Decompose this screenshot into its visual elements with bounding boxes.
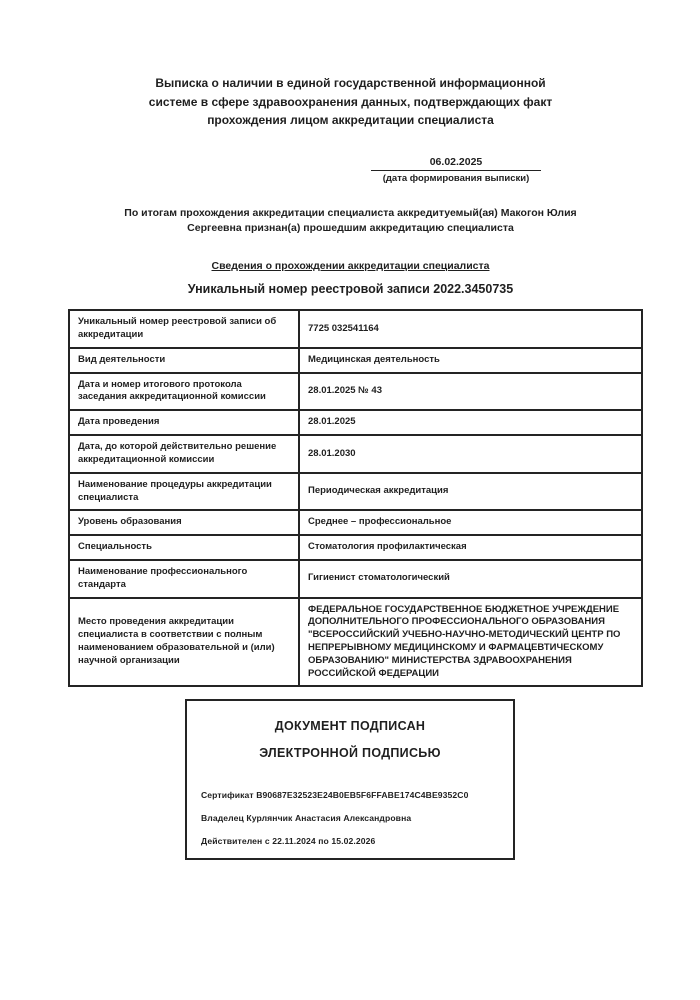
table-row-value: 28.01.2030: [299, 435, 642, 473]
section-header: Сведения о прохождении аккредитации специалиста: [211, 260, 490, 273]
table-row: [69, 510, 642, 535]
table-row-value: Стоматология профилактическая: [299, 535, 642, 560]
signature-line2: ЭЛЕКТРОННОЙ ПОДПИСЬЮ: [259, 746, 441, 761]
table-row-label: Дата, до которой действительно решение аккредитационной комиссии: [69, 435, 299, 473]
extract-date-caption: (дата формирования выписки): [382, 172, 530, 184]
table-row: [69, 435, 642, 473]
table-row-value: Медицинская деятельность: [299, 348, 642, 373]
table-row: [69, 410, 642, 435]
accreditation-table: [68, 309, 643, 687]
table-row: [69, 598, 642, 687]
signature-validity: Действителен с 22.11.2024 по 15.02.2026: [201, 836, 376, 847]
table-row-value: 7725 032541164: [299, 310, 642, 348]
table-row-value: Периодическая аккредитация: [299, 473, 642, 511]
table-row-label: Уникальный номер реестровой записи об аккредитации: [69, 310, 299, 348]
table-row-value: ФЕДЕРАЛЬНОЕ ГОСУДАРСТВЕННОЕ БЮДЖЕТНОЕ УЧРЕЖДЕНИЕ ДОПОЛНИТЕЛЬНОГО ПРОФЕССИОНАЛЬНОГО ОБРАЗОВАНИЯ "ВСЕРОССИЙСКИЙ УЧЕБНО-НАУЧНО-МЕТОДИЧЕСКИЙ ЦЕНТР ПО НЕПРЕРЫВНОМУ МЕДИЦИНСКОМУ И ФАРМАЦЕВТИЧЕСКОМУ ОБРАЗОВАНИЮ" МИНИСТЕРСТВА ЗДРАВООХРАНЕНИЯ РОССИЙСКОЙ ФЕДЕРАЦИИ: [299, 598, 642, 687]
table-row: [69, 310, 642, 348]
signature-owner: Владелец Курлянчик Анастасия Александровна: [201, 813, 412, 824]
table-row-value: 28.01.2025: [299, 410, 642, 435]
signature-line1: ДОКУМЕНТ ПОДПИСАН: [274, 719, 426, 734]
signature-certificate: Сертификат B90687E32523E24B0EB5F6FFABE174C4BE9352C0: [201, 790, 469, 801]
extract-date-block: [371, 156, 541, 184]
intro-paragraph: По итогам прохождения аккредитации специалиста аккредитуемый(ая) Макогон Юлия Сергеевна признан(а) прошедшим аккредитацию специалиста: [124, 206, 577, 234]
signature-stamp: [185, 699, 515, 860]
extract-date: 06.02.2025: [371, 156, 541, 171]
table-row-label: Наименование профессионального стандарта: [69, 560, 299, 598]
table-row-value: Гигиенист стоматологический: [299, 560, 642, 598]
table-row: [69, 348, 642, 373]
table-row-label: Специальность: [69, 535, 299, 560]
registry-number-line: Уникальный номер реестровой записи 2022.3450735: [187, 282, 514, 297]
table-row-value: 28.01.2025 № 43: [299, 373, 642, 411]
table-row-label: Дата проведения: [69, 410, 299, 435]
table-row: [69, 560, 642, 598]
table-row-label: Вид деятельности: [69, 348, 299, 373]
table-row-label: Место проведения аккредитации специалиста в соответствии с полным наименованием образовательной и (или) научной организации: [69, 598, 299, 687]
table-row-label: Дата и номер итогового протокола заседания аккредитационной комиссии: [69, 373, 299, 411]
table-row-label: Уровень образования: [69, 510, 299, 535]
table-row-value: Среднее – профессиональное: [299, 510, 642, 535]
table-row: [69, 373, 642, 411]
table-row: [69, 535, 642, 560]
document-title: Выписка о наличии в единой государственной информационной системе в сфере здравоохранения данных, подтверждающих факт прохождения лицом аккредитации специалиста: [148, 76, 553, 128]
table-row: [69, 473, 642, 511]
table-row-label: Наименование процедуры аккредитации специалиста: [69, 473, 299, 511]
